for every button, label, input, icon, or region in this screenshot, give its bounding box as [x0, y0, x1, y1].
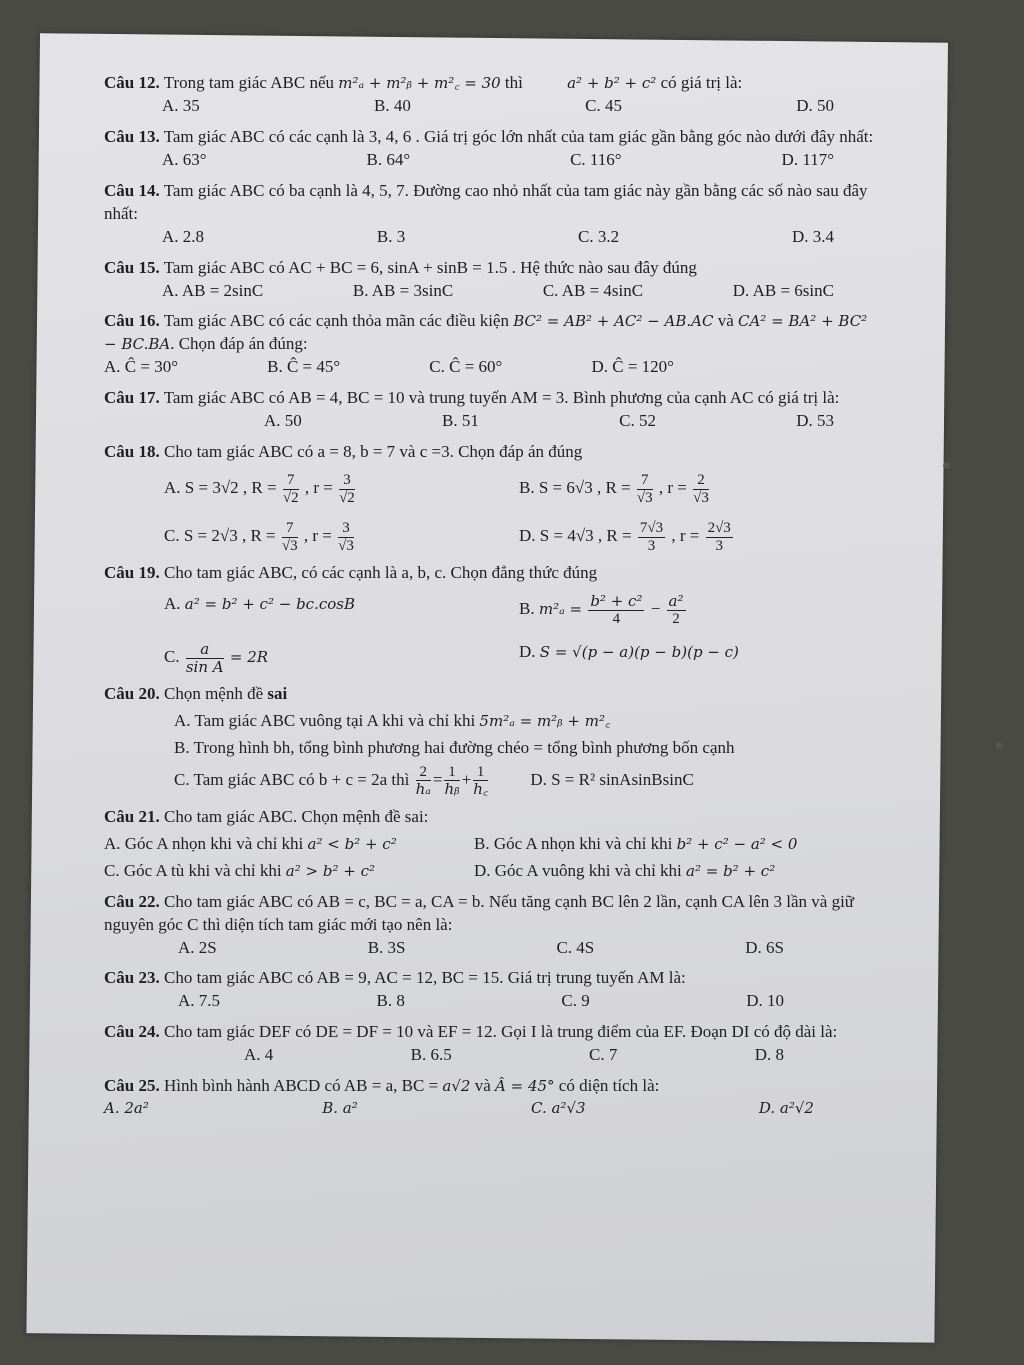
- option-c[interactable]: C. 52: [619, 411, 656, 431]
- fraction: [282, 520, 298, 554]
- question-text: Cho tam giác ABC có AB = c, BC = a, CA = b. Nếu tăng cạnh BC lên 2 lần, cạnh CA lên 3 lần và giữ nguyên góc C thì diện tích tam giác mới tạo nên là:: [104, 891, 855, 934]
- equals-sign: =: [432, 769, 443, 789]
- option-text: B. Trong hình bh, tổng bình phương hai đường chéo = tổng bình phương bốn cạnh: [174, 737, 735, 757]
- option-c[interactable]: C. AB = 4sinC: [542, 280, 644, 300]
- option-text: , r =: [304, 477, 333, 497]
- question-number: Câu 21.: [104, 806, 160, 826]
- option-d[interactable]: D. a²√2: [758, 1099, 814, 1118]
- question-number: Câu 25.: [104, 1076, 160, 1096]
- numerator: a: [186, 641, 224, 659]
- fraction: [416, 764, 431, 798]
- option-d[interactable]: D. 50: [796, 95, 834, 115]
- option-b[interactable]: B. 6.5: [410, 1045, 452, 1065]
- question-text: Tam giác ABC có các cạnh là 3, 4, 6 . Giá trị góc lớn nhất của tam giác gần bằng góc nào dưới đây nhất:: [163, 126, 874, 146]
- numerator: 7: [283, 472, 299, 490]
- question-number: Câu 19.: [104, 563, 160, 583]
- formula: m²ₐ + m²ᵦ + m²꜀ = 30: [338, 74, 501, 92]
- denominator: sin A: [185, 657, 224, 676]
- option-d[interactable]: D. 10: [746, 991, 784, 1011]
- option-b[interactable]: B. 40: [374, 95, 411, 115]
- plus-sign: +: [461, 769, 472, 789]
- formula: b² + c² − a² < 0: [676, 834, 798, 853]
- option-a[interactable]: A. 2S: [178, 937, 217, 957]
- question-14: [104, 180, 874, 249]
- denominator: hᵦ: [444, 780, 460, 799]
- question-number: Câu 24.: [104, 1022, 160, 1042]
- option-d[interactable]: D. 6S: [745, 937, 784, 957]
- option-b[interactable]: [174, 737, 874, 760]
- option-text: , r =: [658, 477, 687, 497]
- formula: = 2R: [229, 647, 269, 666]
- formula: a² > b² + c²: [285, 861, 375, 880]
- question-text: có diện tích là:: [558, 1076, 660, 1096]
- question-text: và: [474, 1076, 491, 1096]
- question-text: Chọn mệnh đề: [163, 684, 264, 703]
- options: [104, 280, 874, 303]
- option-c[interactable]: C. $\frac{a}{\text{sin A}}$ = 2R: [164, 640, 269, 676]
- fraction: [693, 472, 709, 506]
- question-text: Cho tam giác DEF có DE = DF = 10 và EF = 12. Gọi I là trung điểm của EF. Đoạn DI có độ dài là:: [163, 1022, 838, 1042]
- fraction: [706, 520, 733, 554]
- question-text: Tam giác ABC có ba cạnh là 4, 5, 7. Đường cao nhỏ nhất của tam giác này gần bằng các số nào sau đây nhất:: [104, 180, 868, 223]
- option-b[interactable]: B. AB = 3sinC: [352, 280, 454, 300]
- question-text: Cho tam giác ABC, có các cạnh là a, b, c. Chọn đẳng thức đúng: [163, 563, 598, 583]
- denominator: √3: [281, 537, 298, 554]
- question-text: Tam giác ABC có AB = 4, BC = 10 và trung tuyến AM = 3. Bình phương của cạnh AC có giá trị là:: [163, 388, 840, 408]
- denominator: √2: [339, 489, 355, 506]
- fraction: [637, 472, 653, 506]
- question-text: . Chọn đáp án đúng:: [170, 334, 308, 354]
- denominator: √3: [693, 489, 709, 506]
- option-b[interactable]: B. a²: [322, 1099, 358, 1118]
- options: [104, 710, 874, 798]
- option-c[interactable]: C. 7: [589, 1045, 618, 1065]
- numerator: 2√3: [707, 520, 731, 537]
- fraction: [339, 472, 355, 506]
- ink-dot: [996, 742, 1003, 749]
- formula: a² + b² + c²: [567, 74, 657, 92]
- question-number: Câu 12.: [104, 73, 160, 92]
- question-text: Hình bình hành ABCD có AB = a, BC =: [163, 1076, 439, 1096]
- question-20: [104, 683, 874, 798]
- option-a[interactable]: A. 7.5: [178, 991, 221, 1011]
- question-number: Câu 17.: [104, 388, 160, 408]
- option-c[interactable]: C. a²√3: [531, 1099, 586, 1118]
- question-text: thì: [504, 73, 523, 92]
- option-a[interactable]: A. 35: [162, 95, 200, 115]
- options: [104, 149, 874, 172]
- question-text: có giá trị là:: [660, 73, 743, 92]
- option-d[interactable]: [519, 520, 874, 554]
- option-text: S = 3√2 , R =: [184, 477, 277, 497]
- exam-content: [104, 72, 874, 1126]
- option-b[interactable]: B. m²ₐ = $\frac{\text{b² + c²}}{4}$ − $\frac{\text{a²}}{2}$: [519, 592, 684, 627]
- question-number: Câu 20.: [104, 684, 160, 703]
- option-b[interactable]: B. 8: [376, 991, 405, 1011]
- options: [104, 1044, 874, 1067]
- option-a[interactable]: [164, 472, 519, 506]
- question-22: [104, 891, 874, 960]
- question-number: Câu 23.: [104, 968, 160, 988]
- option-d[interactable]: [474, 860, 874, 883]
- formula: Â = 45°: [495, 1077, 555, 1096]
- denominator: 4: [612, 610, 621, 627]
- option-text: , r =: [671, 525, 700, 545]
- option-a[interactable]: A. Ĉ = 30°: [104, 357, 179, 377]
- option-label: B.: [519, 477, 535, 497]
- option-d[interactable]: D. Ĉ = 120°: [591, 357, 674, 377]
- numerator: b² + c²: [590, 592, 643, 610]
- fraction: [283, 472, 299, 506]
- question-number: Câu 15.: [104, 257, 160, 277]
- options: [104, 472, 874, 554]
- question-16: [104, 310, 874, 379]
- question-25: [104, 1075, 874, 1118]
- numerator: 2: [693, 472, 709, 490]
- formula: a² = b² + c² − bc.cosB: [184, 595, 356, 613]
- minus-sign: −: [650, 598, 661, 618]
- fraction: [473, 764, 488, 798]
- options: [104, 990, 874, 1013]
- question-text: Cho tam giác ABC. Chọn mệnh đề sai:: [163, 806, 429, 826]
- question-17: [104, 387, 874, 433]
- option-a[interactable]: A. 50: [264, 411, 302, 431]
- question-13: [104, 126, 874, 172]
- option-d[interactable]: D. 53: [796, 411, 834, 431]
- question-24: [104, 1021, 874, 1067]
- denominator: √2: [282, 489, 299, 506]
- option-c[interactable]: C. 4S: [556, 937, 595, 957]
- option-label: C.: [164, 525, 180, 545]
- option-b[interactable]: B. 64°: [366, 149, 411, 169]
- question-number: Câu 14.: [104, 180, 160, 200]
- question-text: Trong tam giác ABC nếu: [163, 73, 335, 92]
- option-d[interactable]: D. 3.4: [791, 226, 834, 246]
- denominator: 2: [672, 610, 680, 627]
- option-text: A. Tam giác ABC vuông tại A khi và chỉ khi: [174, 710, 476, 730]
- denominator: √3: [338, 537, 354, 554]
- formula: a² = b² + c²: [686, 861, 776, 880]
- formula: BC² = AB² + AC² − AB.AC: [513, 312, 714, 331]
- option-text: A. Góc A nhọn khi và chỉ khi: [104, 833, 304, 853]
- options: [104, 410, 874, 433]
- option-b[interactable]: B. Ĉ = 45°: [267, 357, 341, 377]
- option-label: A.: [164, 477, 181, 497]
- option-a[interactable]: A. 2.8: [162, 226, 205, 246]
- denominator: 3: [715, 537, 723, 554]
- options: [104, 833, 874, 883]
- formula: 5m²ₐ = m²ᵦ + m²꜀: [479, 711, 611, 730]
- denominator: hₐ: [415, 780, 431, 799]
- option-d[interactable]: D. S = √(p − a)(p − b)(p − c): [519, 642, 739, 661]
- fraction: [444, 764, 459, 798]
- formula: a√2: [442, 1077, 471, 1096]
- option-text: C. Tam giác ABC có b + c = 2a thì: [174, 769, 410, 789]
- option-b[interactable]: [519, 472, 874, 506]
- question-23: [104, 967, 874, 1013]
- option-b[interactable]: B. 51: [442, 411, 479, 431]
- numerator: 1: [473, 764, 488, 782]
- numerator: 1: [444, 764, 459, 782]
- option-d[interactable]: D. AB = 6sinC: [732, 280, 834, 300]
- denominator: h꜀: [473, 780, 489, 799]
- formula: R² sinAsinBsinC: [578, 769, 694, 789]
- options: [104, 593, 874, 675]
- fraction: [186, 641, 224, 675]
- question-number: Câu 16.: [104, 311, 160, 331]
- fraction: [588, 593, 644, 627]
- option-text: S = 6√3 , R =: [538, 477, 631, 497]
- formula: S = √(p − a)(p − b)(p − c): [539, 643, 739, 661]
- option-c[interactable]: [104, 860, 474, 883]
- option-d[interactable]: D. 117°: [781, 149, 834, 169]
- options: [104, 937, 874, 960]
- options: [104, 356, 874, 379]
- options: [104, 226, 874, 249]
- option-text: S = 2√3 , R =: [183, 525, 276, 545]
- question-15: [104, 257, 874, 303]
- option-a[interactable]: A. 4: [244, 1045, 274, 1065]
- question-19: [104, 562, 874, 675]
- option-b[interactable]: B. 3S: [367, 937, 406, 957]
- numerator: 2: [416, 764, 431, 782]
- option-b[interactable]: [474, 833, 874, 856]
- option-a[interactable]: [104, 833, 474, 856]
- option-a[interactable]: [174, 710, 874, 733]
- option-text: D. Góc A vuông khi và chỉ khi: [474, 860, 682, 880]
- numerator: 3: [338, 520, 354, 538]
- numerator: 7√3: [639, 520, 664, 537]
- option-text: C. Góc A tù khi và chỉ khi: [104, 860, 282, 880]
- option-a[interactable]: A. 63°: [162, 149, 207, 169]
- option-d[interactable]: D. 8: [754, 1045, 784, 1065]
- denominator: √3: [636, 489, 653, 506]
- option-c[interactable]: C. 116°: [570, 149, 622, 169]
- option-text: D. S =: [530, 769, 575, 789]
- question-text: và: [717, 311, 734, 331]
- fraction: [338, 520, 354, 554]
- formula: a² < b² + c²: [307, 834, 397, 853]
- option-a[interactable]: A. AB = 2sinC: [162, 280, 264, 300]
- option-c[interactable]: C. 45: [585, 95, 622, 115]
- ink-dot: [943, 462, 950, 469]
- options: [104, 1098, 874, 1118]
- formula: CA² = BA² + BC² − BC.BA: [104, 312, 868, 354]
- numerator: a²: [668, 592, 684, 610]
- option-a[interactable]: A. a² = b² + c² − bc.cosB: [164, 594, 356, 613]
- option-c[interactable]: C. Ĉ = 60°: [429, 357, 503, 377]
- option-c[interactable]: C. 3.2: [578, 226, 620, 246]
- option-c[interactable]: [164, 520, 519, 554]
- fraction: [667, 593, 686, 627]
- question-12: [104, 72, 874, 118]
- fraction: [638, 520, 665, 554]
- numerator: 7: [637, 472, 653, 490]
- formula: m²ₐ =: [538, 599, 583, 618]
- question-text: Tam giác ABC có các cạnh thỏa mãn các điều kiện: [163, 311, 509, 331]
- question-number: Câu 13.: [104, 126, 160, 146]
- numerator: 7: [282, 520, 298, 538]
- denominator: 3: [647, 537, 656, 554]
- option-b[interactable]: B. 3: [376, 226, 406, 246]
- question-text: Tam giác ABC có AC + BC = 6, sinA + sinB = 1.5 . Hệ thức nào sau đây đúng: [163, 257, 697, 277]
- question-text-bold: sai: [267, 684, 288, 703]
- option-c-d[interactable]: [174, 764, 874, 798]
- question-text: Cho tam giác ABC có a = 8, b = 7 và c =3. Chọn đáp án đúng: [163, 442, 583, 462]
- option-text: B. Góc A nhọn khi và chỉ khi: [474, 833, 673, 853]
- question-number: Câu 18.: [104, 442, 160, 462]
- option-a[interactable]: A. 2a²: [104, 1099, 149, 1118]
- option-text: , r =: [303, 525, 332, 545]
- question-number: Câu 22.: [104, 891, 160, 911]
- option-text: S = 4√3 , R =: [539, 525, 632, 545]
- question-21: [104, 806, 874, 883]
- numerator: 3: [339, 472, 355, 490]
- option-c[interactable]: C. 9: [561, 991, 590, 1011]
- question-18: [104, 441, 874, 554]
- options: [104, 95, 874, 118]
- option-label: D.: [519, 525, 536, 545]
- question-text: Cho tam giác ABC có AB = 9, AC = 12, BC = 15. Giá trị trung tuyến AM là:: [163, 968, 686, 988]
